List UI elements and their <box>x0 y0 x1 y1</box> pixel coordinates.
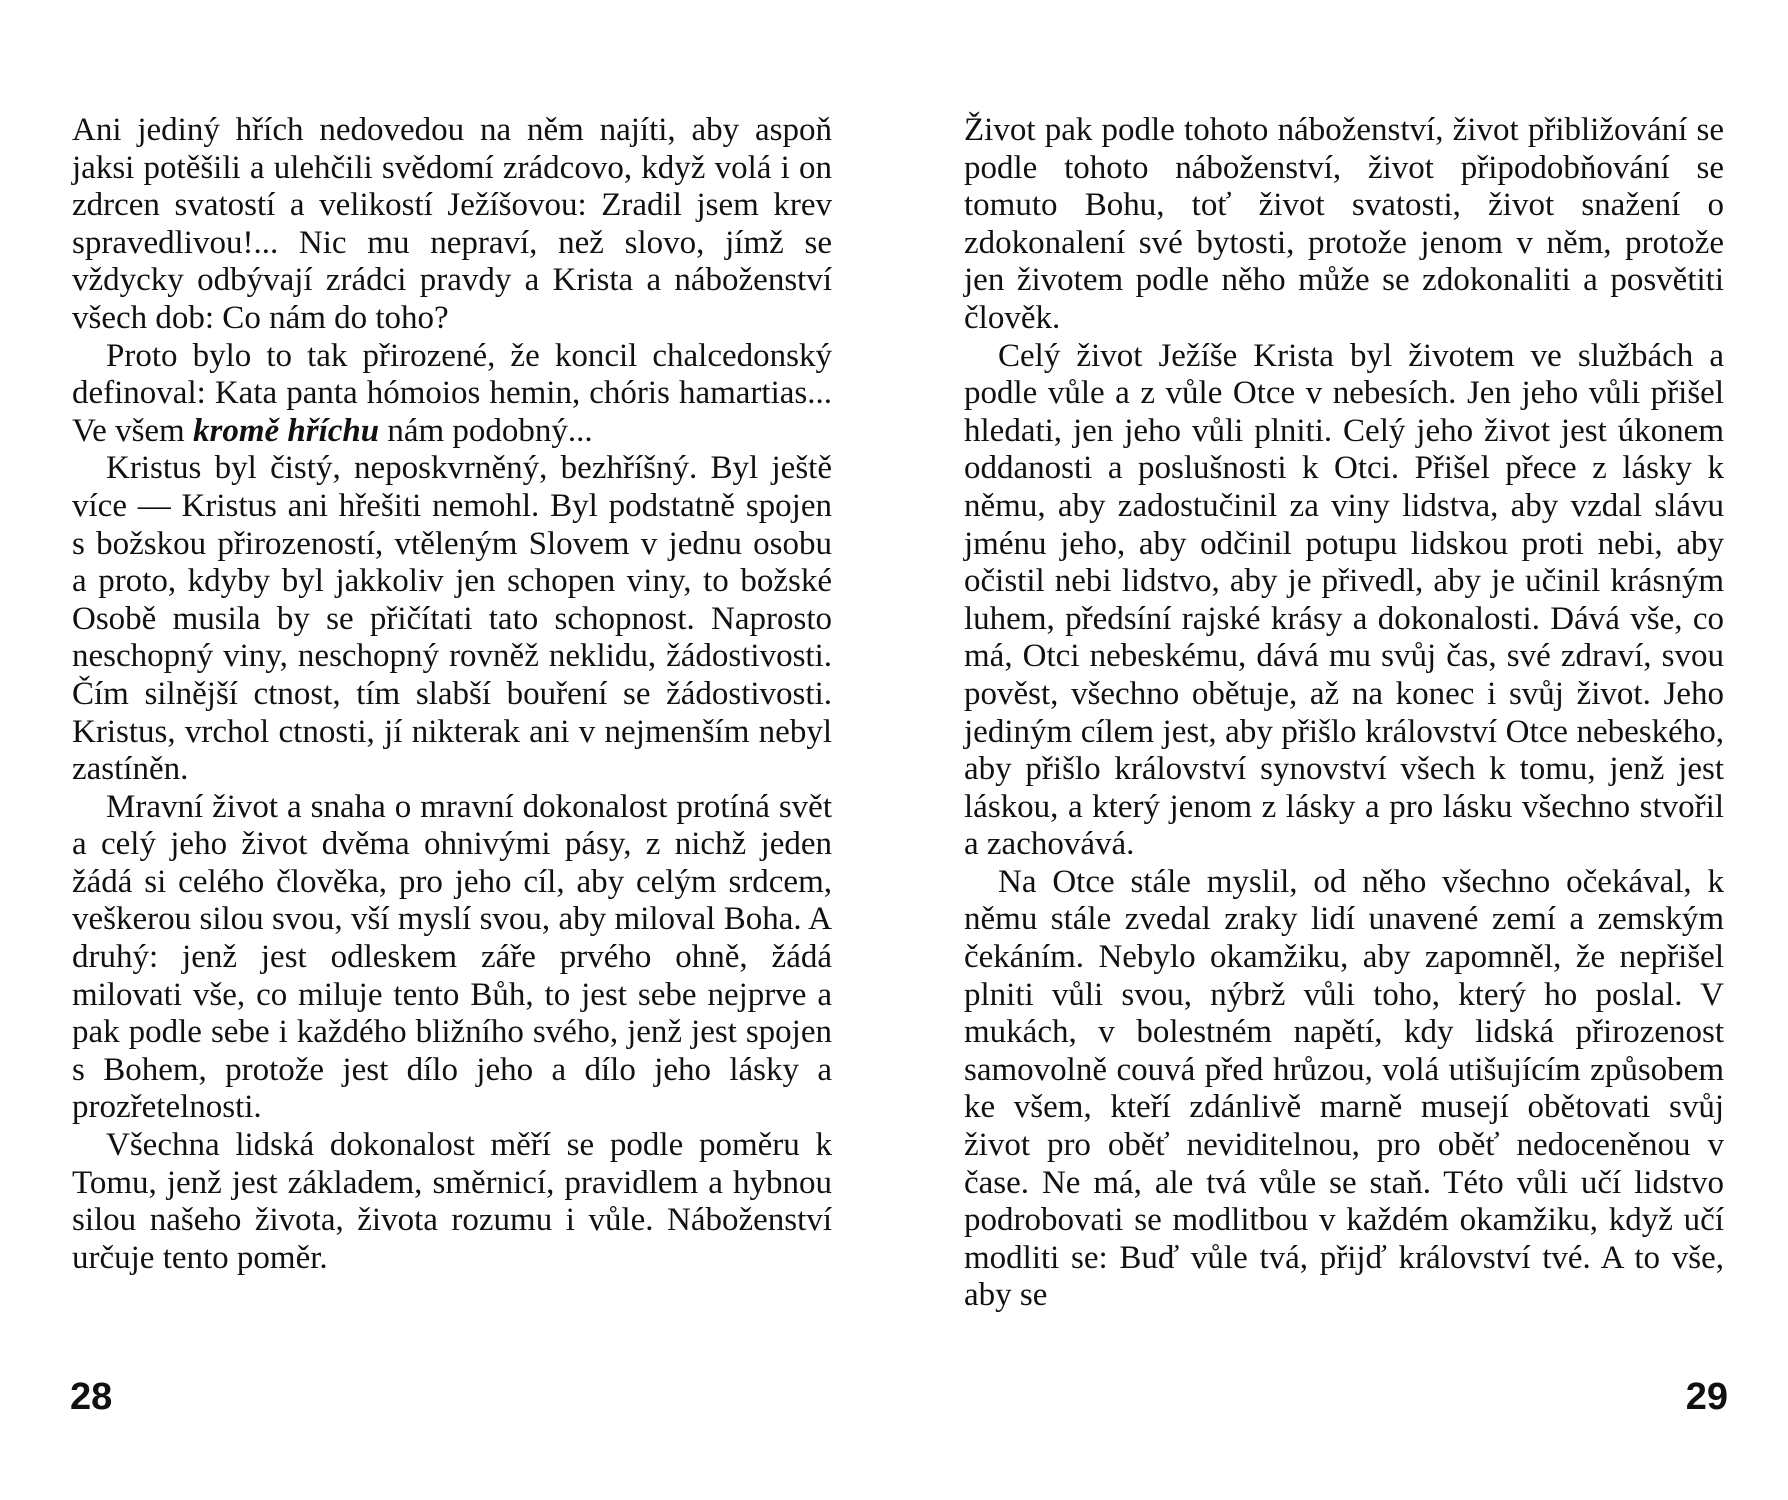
left-page-text <box>72 112 832 1277</box>
right-page <box>894 0 1788 1500</box>
italic-emphasis: kromě hříchu <box>192 412 380 449</box>
paragraph: Kristus byl čistý, neposkvrněný, bezhříšný. Byl ještě více — Kristus ani hřešiti nemohl. Byl podstatně spojen s božskou přirozeností, vtěleným Slovem v jednu osobu a proto, kdyby byl jakkoliv jen schopen viny, to božské Osobě musila by se přičítati tato schopnost. Naprosto neschopný viny, neschopný rovněž neklidu, žádostivosti. Čím silnější ctnost, tím slabší bouření se žádostivosti. Kristus, vrchol ctnosti, jí nikterak ani v nejmenším nebyl zastíněn. <box>72 450 832 788</box>
page-number-left: 28 <box>70 1376 113 1418</box>
paragraph: Mravní život a snaha o mravní dokonalost protíná svět a celý jeho život dvěma ohnivými pásy, z nichž jeden žádá si celého člověka, pro jeho cíl, aby celým srdcem, veškerou silou svou, vší myslí svou, aby miloval Boha. A druhý: jenž jest odleskem záře prvého ohně, žádá milovati vše, co miluje tento Bůh, to jest sebe nejprve a pak podle sebe i každého bližního svého, jenž jest spojen s Bohem, protože jest dílo jeho a dílo jeho lásky a prozřetelnosti. <box>72 788 832 1126</box>
paragraph: Život pak podle tohoto náboženství, život přibližování se podle tohoto náboženství, život připodobňování se tomuto Bohu, toť život svatosti, život snažení o zdokonalení své bytosti, protože jenom v něm, protože jen životem podle něho může se zdokonaliti a posvětiti člověk. <box>964 112 1724 336</box>
right-page-text <box>964 112 1724 1315</box>
paragraph-text: nám podobný... <box>379 412 593 449</box>
page-number-right: 29 <box>1685 1376 1728 1418</box>
paragraph: Celý život Ježíše Krista byl životem ve službách a podle vůle a z vůle Otce v nebesích. Jen jeho vůli přišel hledati, jen jeho vůli plniti. Celý jeho život jest úkonem oddanosti a poslušnosti k Otci. Přišel přece z lásky k němu, aby zadostučinil za viny lidstva, aby vzdal slávu jménu jeho, aby odčinil potupu lidskou proti nebi, aby očistil nebi lidstvo, aby je přivedl, aby je učinil krásným luhem, předsíní rajské krásy a dokonalosti. Dává vše, co má, Otci nebeskému, dává mu svůj čas, své zdraví, svou pověst, všechno obětuje, až na konec i svůj život. Jeho jediným cílem jest, aby přišlo království Otce nebeského, aby přišlo království synovství všech k tomu, jenž jest láskou, a který jenom z lásky a pro lásku všechno stvořil a zachovává. <box>964 337 1724 863</box>
paragraph-text: Proto bylo to tak přirozené, že koncil chalcedonský definoval: Kata panta hómoios hemin, chóris hamartias... Ve všem <box>72 337 832 449</box>
paragraph: Všechna lidská dokonalost měří se podle poměru k Tomu, jenž jest základem, směrnicí, pravidlem a hybnou silou našeho života, života rozumu i vůle. Náboženství určuje tento poměr. <box>72 1127 832 1276</box>
paragraph: Na Otce stále myslil, od něho všechno očekával, k němu stále zvedal zraky lidí unavené zemí a zemským čekáním. Nebylo okamžiku, aby zapomněl, že nepřišel plniti vůli svou, nýbrž vůli toho, který ho poslal. V mukách, v bolestném napětí, kdy lidská přirozenost samovolně couvá před hrůzou, volá utišujícím způsobem ke všem, kteří zdánlivě marně musejí obětovati svůj život pro oběť neviditelnou, pro oběť nedoceněnou v čase. Ne má, ale tvá vůle se staň. Této vůli učí lidstvo podrobovati se modlitbou v každém okamžiku, když učí modliti se: Buď vůle tvá, přijď království tvé. A to vše, aby se <box>964 863 1724 1314</box>
paragraph-council <box>72 338 832 451</box>
paragraph: Ani jediný hřích nedovedou na něm najíti, aby aspoň jaksi potěšili a ulehčili svědomí zrádcovo, když volá i on zdrcen svatostí a velikostí Ježíšovou: Zradil jsem krev spravedlivou!... Nic mu nepraví, než slovo, jímž se vždycky odbývají zrádci pravdy a Krista a náboženství všech dob: Co nám do toho? <box>72 112 832 336</box>
